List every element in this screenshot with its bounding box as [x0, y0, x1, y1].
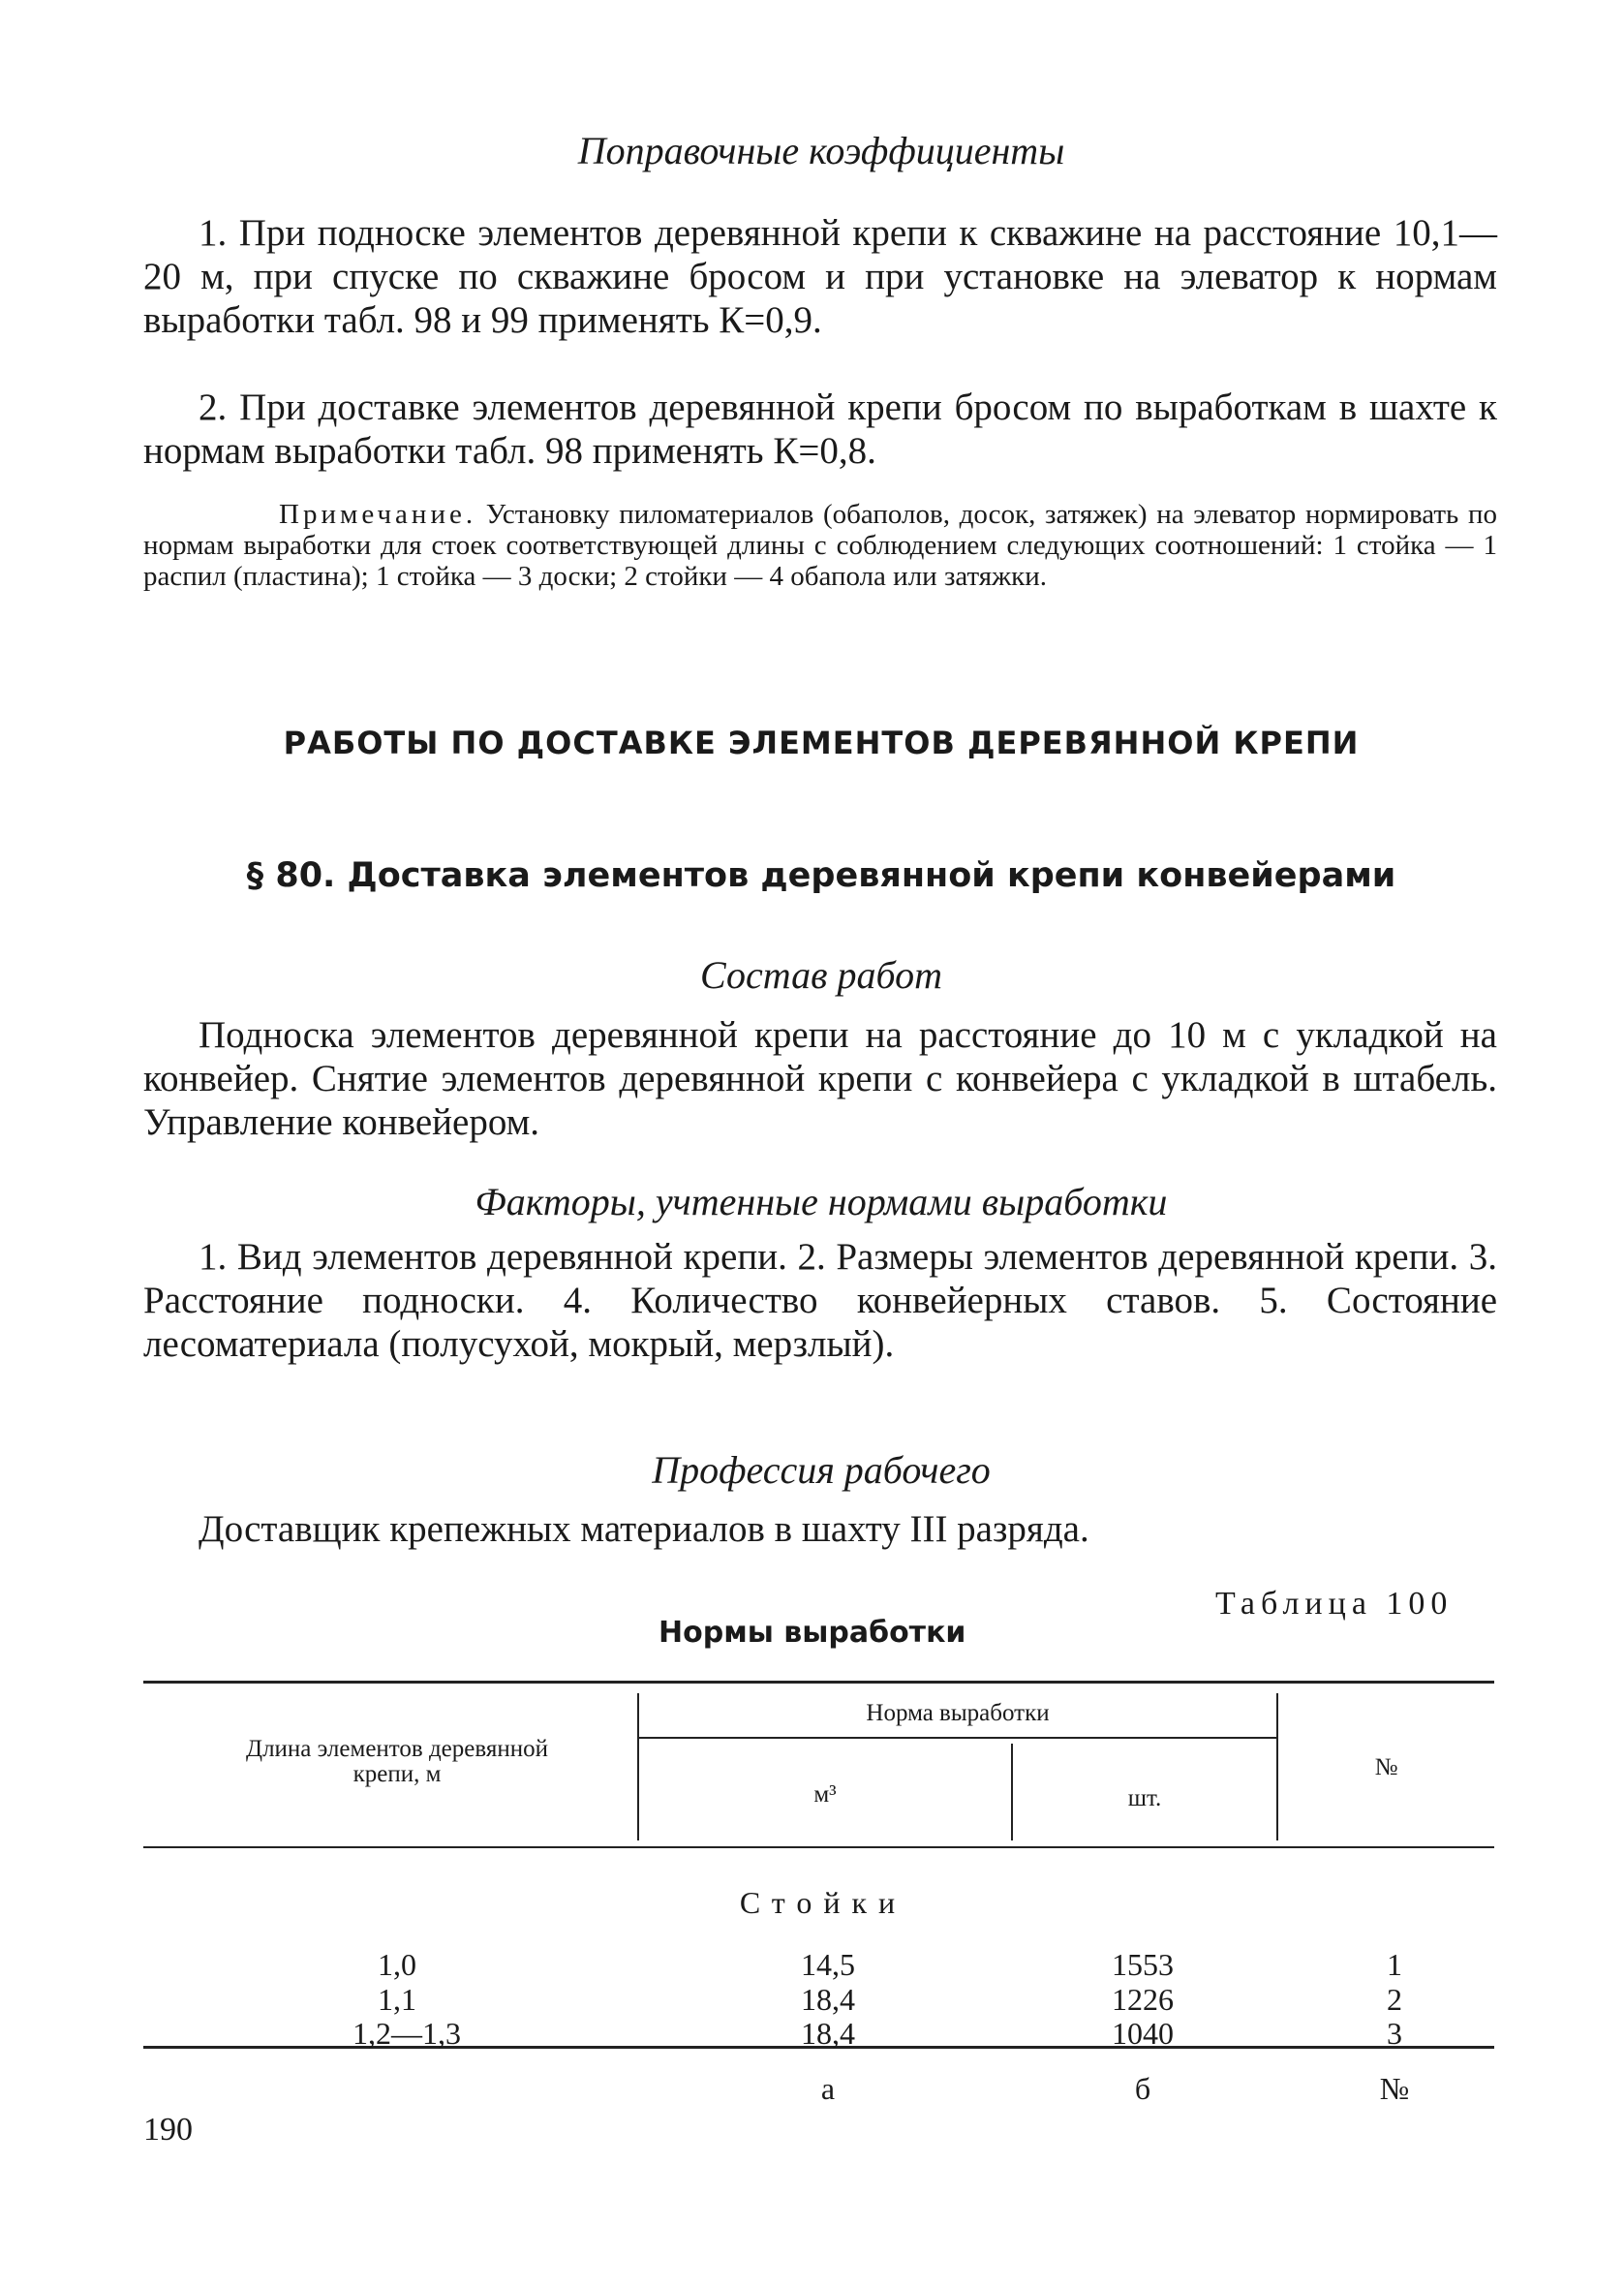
cell-m3: 18,4: [801, 1982, 855, 2017]
cell-m3: 14,5: [801, 1947, 855, 1982]
cell-pcs: 1226: [1112, 1982, 1174, 2017]
norm-subheader-rule: [639, 1737, 1278, 1739]
factors-text: 1. Вид элементов деревянной крепи. 2. Размеры элементов деревянной крепи. 3. Расстояние подноски. 4. Количество конвейерных ставов. 5. Состояние лесоматериала (полусухой, мокрый, мерзлый).: [143, 1236, 1497, 1365]
cell-no: 3: [1387, 2016, 1402, 2051]
note-paragraph: [143, 499, 1497, 592]
table-title: Нормы выработки: [659, 1616, 966, 1650]
composition-text: Подноска элементов деревянной крепи на расстояние до 10 м с укладкой на конвейер. Снятие элементов деревянной крепи с конвейера с укладкой в штабель. Управление конвейером.: [143, 1014, 1497, 1143]
corrections-heading: Поправочные коэффициенты: [577, 129, 1065, 172]
correction-item-1: 1. При подноске элементов деревянной крепи к скважине на расстояние 10,1—20 м, при спуске по скважине бросом и при установке на элеватор к нормам выработки табл. 98 и 99 применять К=0,9.: [143, 212, 1497, 341]
composition-heading: Состав работ: [700, 953, 942, 997]
footer-a: а: [820, 2071, 836, 2106]
header-pcs: шт.: [1127, 1785, 1162, 1811]
header-norm: Норма выработки: [866, 1700, 1050, 1726]
note-label: Примечание.: [279, 499, 477, 530]
cell-no: 1: [1387, 1947, 1402, 1982]
footer-no: №: [1379, 2071, 1410, 2106]
footer-b: б: [1134, 2071, 1151, 2106]
cell-length: 1,0: [378, 1947, 416, 1982]
page-number: 190: [143, 2112, 193, 2148]
cell-m3: 18,4: [801, 2016, 855, 2051]
note-text: Установку пиломатериалов (обаполов, досок, затяжек) на элеватор нормировать по нормам выработки для стоек соответствующей длины с соблюдением следующих соотношений: 1 стойка — 1 распил (пластина); 1 стойка — 3 доски; 2 стойки — 4 обапола или затяжки.: [143, 499, 1497, 592]
factors-heading: Факторы, учтенные нормами выработки: [475, 1180, 1168, 1223]
header-m3: м³: [813, 1781, 837, 1808]
group-label: Стойки: [739, 1885, 907, 1920]
header-length: Длина элементов деревянной крепи, м: [246, 1736, 548, 1787]
cell-pcs: 1040: [1112, 2016, 1174, 2051]
table-header-bottom-rule: [143, 1846, 1494, 1848]
section-title: § 80. Доставка элементов деревянной крепи конвейерами: [246, 856, 1396, 895]
header-no: №: [1374, 1754, 1398, 1780]
profession-heading: Профессия рабочего: [652, 1448, 991, 1492]
table-top-rule: [143, 1681, 1494, 1684]
table-label: Таблица 100: [1215, 1586, 1454, 1622]
cell-length: 1,1: [378, 1982, 416, 2017]
cell-length: 1,2—1,3: [352, 2016, 461, 2051]
profession-text: Доставщик крепежных материалов в шахту III разряда.: [199, 1508, 1089, 1550]
cell-pcs: 1553: [1112, 1947, 1174, 1982]
correction-item-2: 2. При доставке элементов деревянной крепи бросом по выработкам в шахте к нормам выработки табл. 98 применять К=0,8.: [143, 386, 1497, 472]
cell-no: 2: [1387, 1982, 1402, 2017]
section-caps-heading: РАБОТЫ ПО ДОСТАВКЕ ЭЛЕМЕНТОВ ДЕРЕВЯННОЙ КРЕПИ: [283, 725, 1360, 761]
